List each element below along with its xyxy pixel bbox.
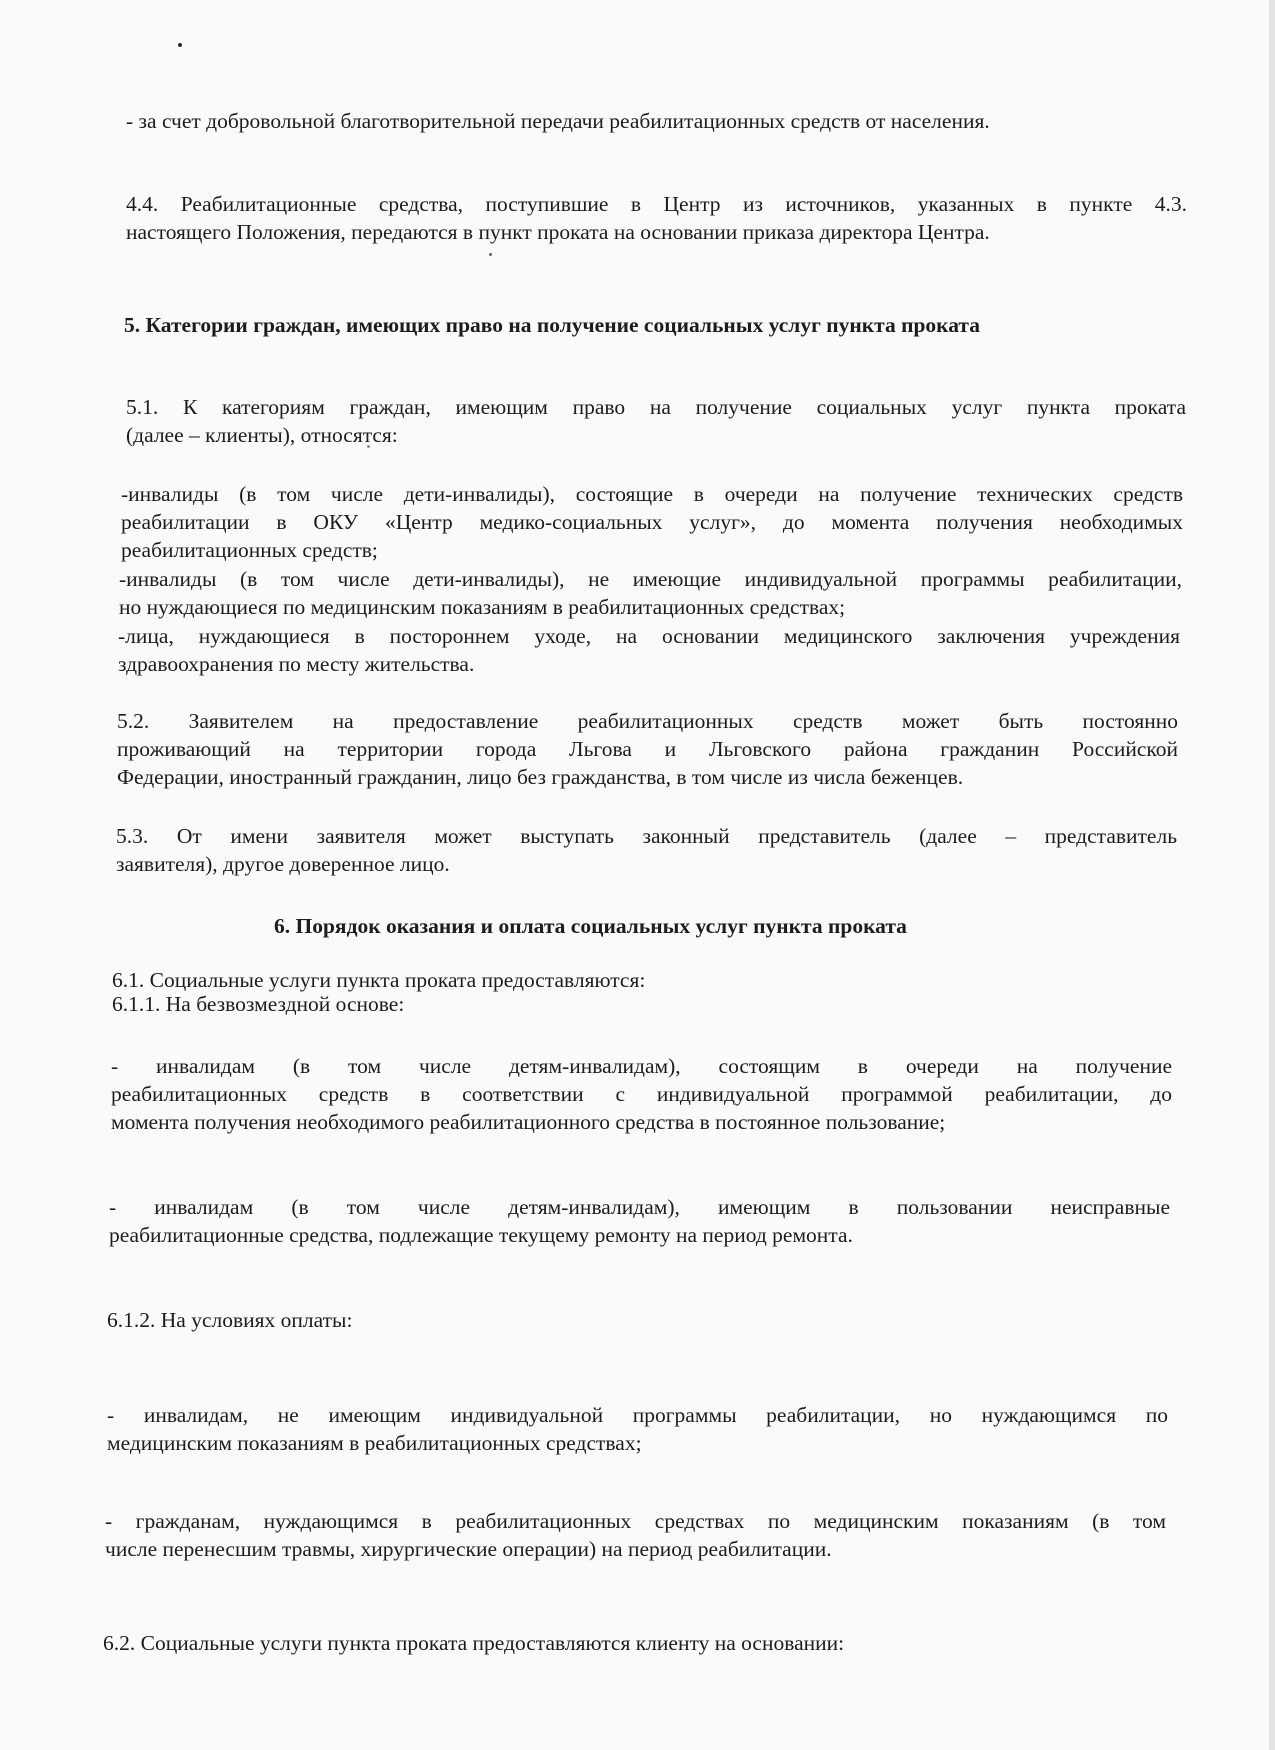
paragraph-5-1 [126, 393, 1186, 449]
paragraph-5-3 [116, 822, 1177, 878]
paragraph-line: реабилитационные средства, подлежащие текущему ремонту на период ремонта. [109, 1223, 853, 1247]
line-donation: - за счет добровольной благотворительной передачи реабилитационных средств от населения. [126, 109, 990, 133]
paragraph-line: - инвалидам, не имеющим индивидуальной программы реабилитации, но нуждающимся по [107, 1403, 1168, 1427]
paid-item-no-program [107, 1401, 1168, 1457]
paragraph-line: момента получения необходимого реабилитационного средства в постоянное пользование; [111, 1110, 946, 1134]
paragraph-line: проживающий на территории города Льгова и Льговского района гражданин Российской [117, 737, 1178, 761]
paragraph-line: 5.2. Заявителем на предоставление реабилитационных средств может быть постоянно [117, 709, 1178, 733]
paragraph-line: медицинским показаниям в реабилитационных средствах; [107, 1431, 642, 1455]
section-6-heading: 6. Порядок оказания и оплата социальных услуг пункта проката [274, 914, 907, 938]
scan-speck [489, 253, 492, 256]
free-item-disabled-in-queue [111, 1052, 1172, 1136]
paragraph-5-2 [117, 707, 1178, 791]
free-item-repair [109, 1193, 1170, 1249]
paragraph-line: - гражданам, нуждающимся в реабилитационных средствах по медицинским показаниям (в том [105, 1509, 1166, 1533]
paragraph-line: реабилитации в ОКУ «Центр медико-социальных услуг», до момента получения необходимых [121, 510, 1183, 534]
paragraph-line: но нуждающиеся по медицинским показаниям в реабилитационных средствах; [119, 595, 846, 619]
paid-item-medical-indications [105, 1507, 1166, 1563]
paragraph-line: заявителя), другое доверенное лицо. [116, 852, 450, 876]
paragraph-6-1-2: 6.1.2. На условиях оплаты: [107, 1308, 353, 1332]
paragraph-line: реабилитационных средств в соответствии с индивидуальной программой реабилитации, до [111, 1082, 1172, 1106]
paragraph-line: числе перенесшим травмы, хирургические операции) на период реабилитации. [105, 1537, 832, 1561]
scan-speck [178, 43, 182, 47]
paragraph-line: 4.4. Реабилитационные средства, поступившие в Центр из источников, указанных в пункте 4.3. [126, 192, 1187, 216]
paragraph-line: реабилитационных средств; [121, 538, 378, 562]
paragraph-line: 5.1. К категориям граждан, имеющим право на получение социальных услуг пункта проката [126, 395, 1186, 419]
section-5-heading: 5. Категории граждан, имеющих право на получение социальных услуг пункта проката [124, 313, 981, 337]
paragraph-6-2: 6.2. Социальные услуги пункта проката предоставляются клиенту на основании: [103, 1631, 845, 1655]
paragraph-line: здравоохранения по месту жительства. [118, 652, 475, 676]
paragraph-line: 5.3. От имени заявителя может выступать законный представитель (далее – представитель [116, 824, 1177, 848]
paragraph-line: Федерации, иностранный гражданин, лицо без гражданства, в том числе из числа беженцев. [117, 765, 964, 789]
paragraph-line: -инвалиды (в том числе дети-инвалиды), не имеющие индивидуальной программы реабилитации, [119, 567, 1182, 591]
paragraph-4-4 [126, 190, 1187, 246]
paragraph-6-1-1: 6.1.1. На безвозмездной основе: [112, 992, 405, 1016]
paragraph-line: -инвалиды (в том числе дети-инвалиды), состоящие в очереди на получение технических средств [121, 482, 1183, 506]
bullet-disabled-in-queue [121, 480, 1183, 564]
bullet-care-needed [118, 622, 1180, 678]
paragraph-line: - инвалидам (в том числе детям-инвалидам), имеющим в пользовании неисправные [109, 1195, 1170, 1219]
paragraph-6-1: 6.1. Социальные услуги пункта проката предоставляются: [112, 968, 646, 992]
paragraph-line: - инвалидам (в том числе детям-инвалидам), состоящим в очереди на получение [111, 1054, 1172, 1078]
paragraph-line: настоящего Положения, передаются в пункт проката на основании приказа директора Центра. [126, 220, 990, 244]
paragraph-line: (далее – клиенты), относятся: [126, 423, 398, 447]
paragraph-line: -лица, нуждающиеся в постороннем уходе, на основании медицинского заключения учреждения [118, 624, 1180, 648]
bullet-disabled-no-program [119, 565, 1182, 621]
